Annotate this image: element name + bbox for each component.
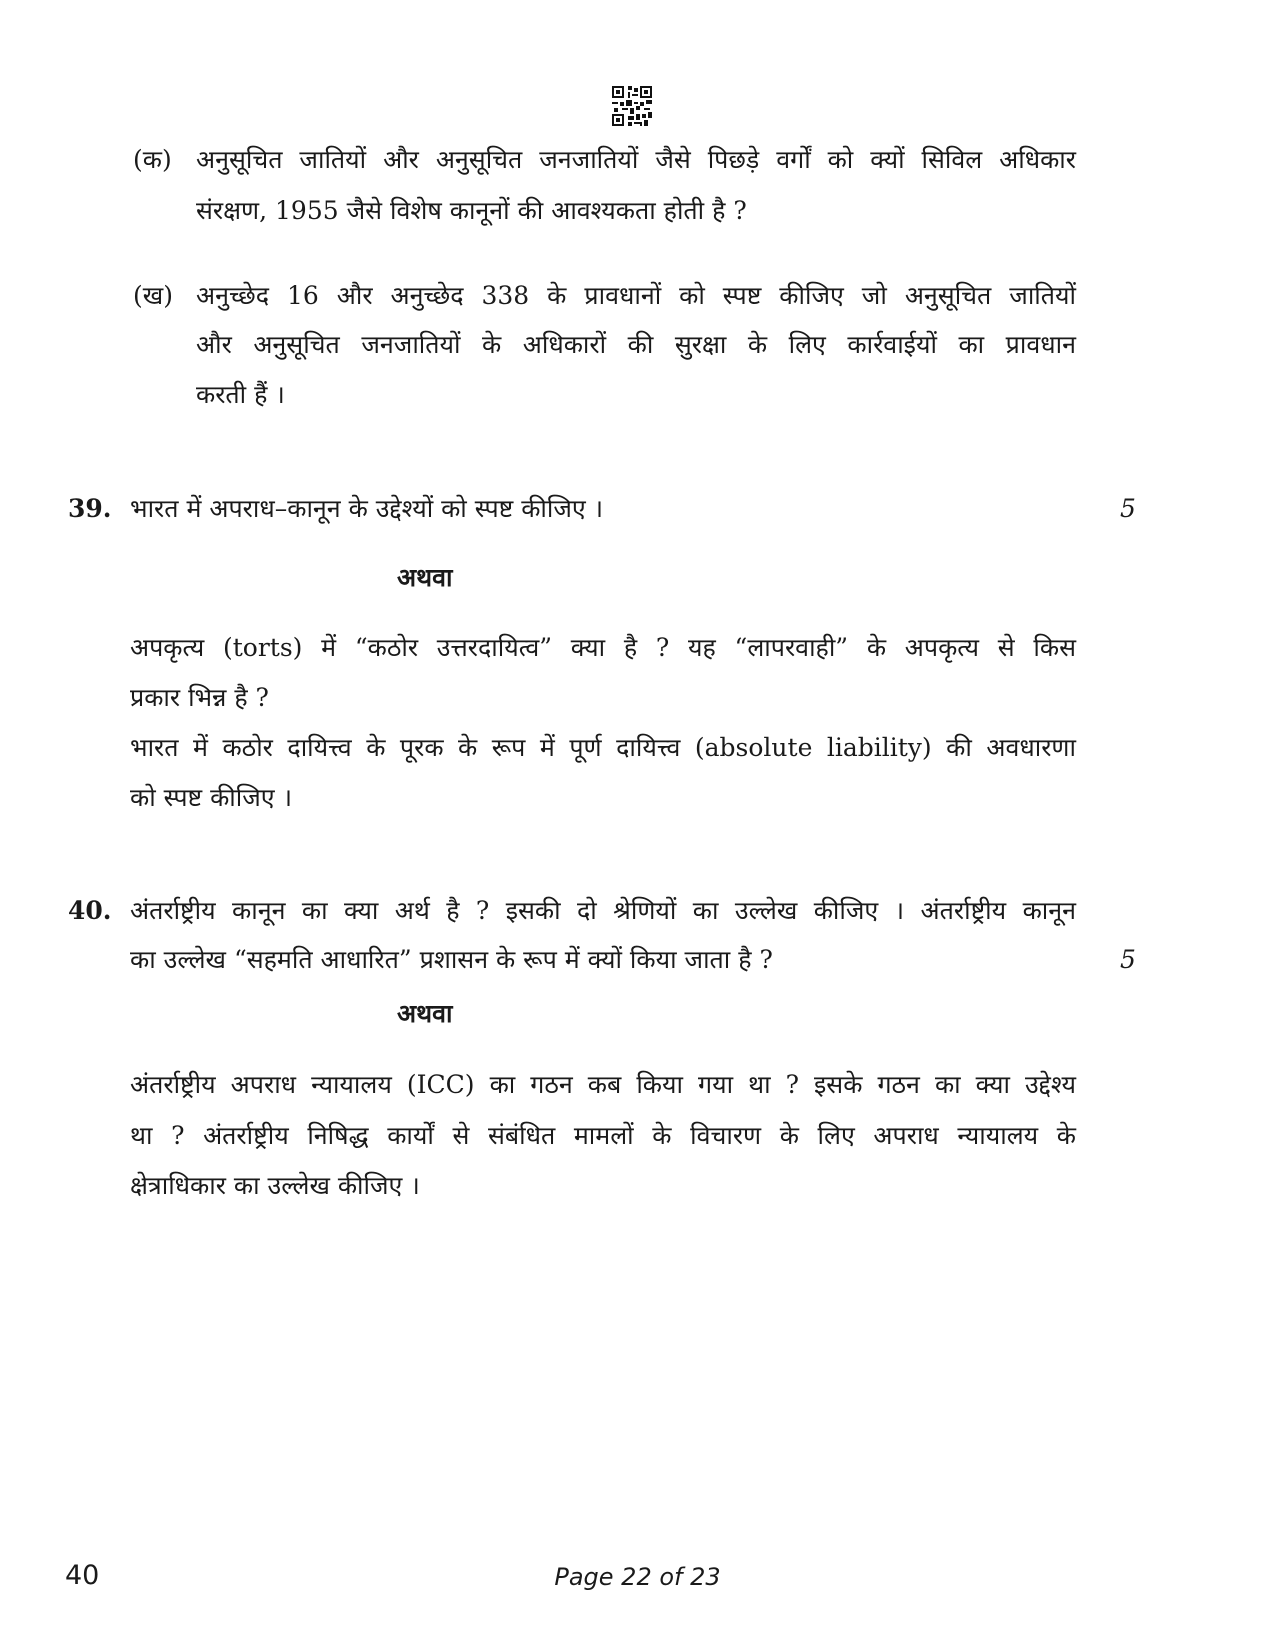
q39-alt-line-4: को स्पष्ट कीजिए । bbox=[130, 783, 293, 812]
q39-text: भारत में अपराध–कानून के उद्देश्यों को स्पष्ट कीजिए । bbox=[130, 494, 604, 523]
q39-number: 39. bbox=[68, 494, 112, 523]
q38-b-line-1: अनुच्छेद 16 और अनुच्छेद 338 के प्रावधानों को स्पष्ट कीजिए जो अनुसूचित जातियों bbox=[196, 281, 1076, 310]
q38-a-line-1: अनुसूचित जातियों और अनुसूचित जनजातियों जैसे पिछड़े वर्गों को क्यों सिविल अधिकार bbox=[196, 145, 1076, 174]
q38-b-line-3: करती हैं । bbox=[196, 380, 285, 409]
q40-alt-line-2: था ? अंतर्राष्ट्रीय निषिद्ध कार्यों से संबंधित मामलों के विचारण के लिए अपराध न्यायालय के bbox=[130, 1121, 1076, 1150]
q40-line-2: का उल्लेख “सहमति आधारित” प्रशासन के रूप में क्यों किया जाता है ? bbox=[130, 945, 773, 974]
q39-alt-line-3: भारत में कठोर दायित्त्व के पूरक के रूप में पूर्ण दायित्त्व (absolute liability) की अवधारणा bbox=[130, 733, 1076, 762]
q39-marks: 5 bbox=[1120, 494, 1136, 523]
q40-or-label: अथवा bbox=[397, 999, 453, 1028]
q38-a-label: (क) bbox=[133, 145, 172, 174]
q38-b-line-2: और अनुसूचित जनजातियों के अधिकारों की सुरक्षा के लिए कार्रवाईयों का प्रावधान bbox=[196, 330, 1076, 359]
qr-code-icon bbox=[612, 86, 652, 126]
q38-b-label: (ख) bbox=[133, 281, 173, 310]
q40-marks: 5 bbox=[1120, 945, 1136, 974]
q38-a-line-2: संरक्षण, 1955 जैसे विशेष कानूनों की आवश्यकता होती है ? bbox=[196, 196, 747, 225]
q39-alt-line-1: अपकृत्य (torts) में “कठोर उत्तरदायित्व” क्या है ? यह “लापरवाही” के अपकृत्य से किस bbox=[130, 633, 1076, 662]
q40-line-1: अंतर्राष्ट्रीय कानून का क्या अर्थ है ? इसकी दो श्रेणियों का उल्लेख कीजिए । अंतर्राष्ट्रीय कानून bbox=[130, 896, 1076, 925]
q39-or-label: अथवा bbox=[397, 563, 453, 592]
q40-alt-line-1: अंतर्राष्ट्रीय अपराध न्यायालय (ICC) का गठन कब किया गया था ? इसके गठन का क्या उद्देश्य bbox=[130, 1070, 1076, 1099]
q40-number: 40. bbox=[68, 896, 112, 925]
q40-alt-line-3: क्षेत्राधिकार का उल्लेख कीजिए । bbox=[130, 1171, 420, 1200]
page-number: Page 22 of 23 bbox=[554, 1563, 721, 1591]
paper-code: 40 bbox=[65, 1560, 100, 1591]
q39-alt-line-2: प्रकार भिन्न है ? bbox=[130, 683, 269, 712]
